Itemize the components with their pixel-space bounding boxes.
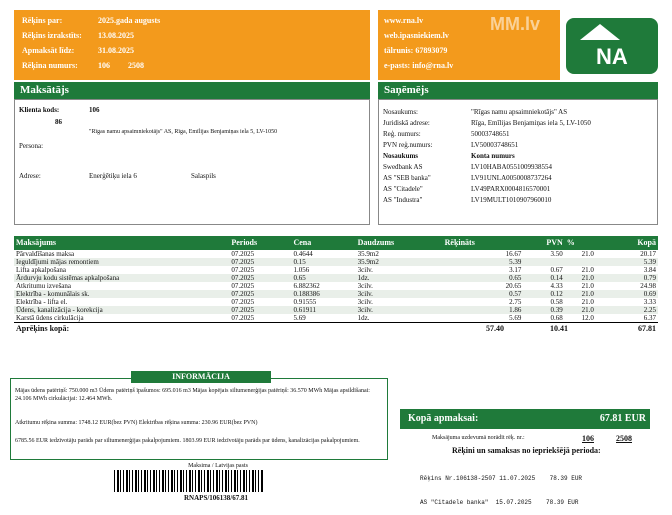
receiver-value: "Rīgas namu apsaimniekotājs" AS — [471, 108, 568, 116]
item-vat-rate: 21.0 — [565, 290, 596, 298]
barcode-image — [114, 470, 264, 492]
address-street: Enerģētiķu iela 6 — [89, 172, 137, 180]
receiver-label: Reģ. numurs: — [383, 130, 421, 138]
watermark: MM.lv — [490, 14, 541, 34]
payment-history — [420, 459, 582, 515]
history-line: AS "Citadele banka" 15.07.2025 78.39 EUR — [420, 499, 579, 506]
info-title: INFORMĀCIJA — [131, 371, 271, 383]
item-period: 07.2025 — [229, 274, 291, 282]
bank-account: LV10HABA0551009938554 — [471, 163, 553, 171]
company-logo — [566, 10, 658, 80]
item-total: 3.33 — [643, 298, 656, 306]
item-calculated: 3.17 — [509, 266, 522, 274]
logo-text: NA — [596, 44, 628, 69]
item-name: Elektrība - komunālais sk. — [14, 290, 229, 298]
item-period: 07.2025 — [231, 266, 255, 274]
table-row — [14, 306, 658, 314]
item-price: 6.882362 — [293, 282, 320, 290]
payer-title: Maksātājs — [14, 82, 370, 99]
table-row — [14, 290, 658, 298]
item-period: 07.2025 — [231, 298, 255, 306]
persona-label: Persona: — [19, 142, 44, 150]
meta-label: Rēķins par: — [22, 16, 63, 25]
item-vat-rate: 21.0 — [581, 266, 594, 274]
item-name: Pārvaldīšanas maksa — [16, 250, 75, 258]
item-total: 3.84 — [643, 266, 656, 274]
total-vat: 10.41 — [550, 324, 568, 333]
item-price: 1.056 — [293, 266, 310, 274]
info-line: Mājas ūdens patēriņš: 750.000 m3 Ūdens patēriņš īpašumos: 695.016 m3 Mājas kopējais siltumenerģijas patēriņš: 36.570 MWh Mājas apsildīšanai: 24.106 MWh cirkulācijai: 12.464 MWh. — [15, 388, 370, 402]
total-label: Aprēķins kopā: — [16, 324, 70, 333]
payment-reference — [432, 434, 662, 444]
items-header-row — [14, 236, 658, 250]
item-quantity: 1dz. — [357, 314, 370, 322]
item-period: 07.2025 — [229, 258, 291, 266]
item-vat-rate: 21.0 — [581, 298, 594, 306]
payment-due-label: Kopā apmaksai: — [408, 413, 479, 424]
item-price: 0.65 — [291, 274, 355, 282]
item-calculated: 16.67 — [505, 250, 522, 258]
col-header-total: Kopā — [596, 236, 658, 250]
contact-website[interactable]: www.rna.lv — [384, 16, 424, 25]
bank-name: AS "Industra" — [383, 196, 423, 204]
item-price: 0.188386 — [291, 290, 355, 298]
receiver-title: Saņēmējs — [378, 82, 658, 99]
item-price: 5.69 — [293, 314, 306, 322]
payer-box — [14, 99, 370, 225]
meta-label: Rēķins izrakstīts: — [22, 31, 82, 40]
item-total: 0.79 — [596, 274, 658, 282]
item-vat: 0.68 — [550, 314, 563, 322]
item-calculated: 2.75 — [509, 298, 522, 306]
item-price: 0.4644 — [293, 250, 313, 258]
history-title: Rēķini un samaksas no iepriekšējā perioda: — [452, 446, 601, 455]
col-header-price: Cena — [291, 236, 355, 250]
barcode-label: Maksima / Latvijas pasts — [188, 463, 248, 469]
table-row — [14, 274, 658, 282]
items-table-wrap — [14, 236, 658, 335]
item-price: 0.91555 — [293, 298, 317, 306]
bank-account: LV19MULT1010907960010 — [471, 196, 552, 204]
receiver-value: Rīga, Emīlijas Benjamiņas iela 5, LV-1050 — [471, 119, 591, 127]
item-quantity: 3cilv. — [356, 290, 443, 298]
item-vat: 0.58 — [550, 298, 563, 306]
receiver-label: Nosaukums: — [383, 108, 418, 116]
house-icon — [580, 24, 620, 40]
receiver-label: PVN reģ.numurs: — [383, 141, 433, 149]
item-quantity: 3cilv. — [357, 266, 373, 274]
col-header-vat: PVN — [523, 236, 564, 250]
total-calculated: 57.40 — [486, 324, 504, 333]
item-quantity: 35.9m2 — [357, 250, 379, 258]
item-vat — [523, 258, 564, 266]
item-vat: 3.50 — [550, 250, 563, 258]
address-label: Adrese: — [19, 172, 41, 180]
item-total: 0.69 — [596, 290, 658, 298]
item-total: 6.37 — [643, 314, 656, 322]
item-quantity: 1dz. — [356, 274, 443, 282]
item-total: 5.39 — [596, 258, 658, 266]
contact-portal[interactable]: web.ipasniekiem.lv — [384, 31, 449, 40]
meta-value: 2025.gada augusts — [98, 16, 161, 25]
table-row — [14, 258, 658, 266]
item-calculated: 1.86 — [443, 306, 524, 314]
item-vat-rate: 21.0 — [565, 274, 596, 282]
item-name: Elektrība - lifta el. — [16, 298, 68, 306]
item-vat-rate: 21.0 — [565, 306, 596, 314]
col-header-period: Periods — [229, 236, 291, 250]
item-period: 07.2025 — [231, 282, 255, 290]
contact-email[interactable]: e-pasts: info@rna.lv — [384, 61, 454, 70]
item-calculated: 20.65 — [505, 282, 522, 290]
info-line: Atkritumu rēķina summa: 1748.12 EUR(bez PVN) Elektrības rēķina summa: 230.96 EUR(bez PVN) — [15, 420, 258, 426]
invoice-number-suffix: 2508 — [128, 61, 144, 70]
item-price: 0.15 — [291, 258, 355, 266]
item-vat: 0.14 — [523, 274, 564, 282]
item-vat-rate: 12.0 — [581, 314, 594, 322]
item-name: Karstā ūdens cirkulācija — [16, 314, 84, 322]
col-header-payment: Maksājums — [14, 236, 229, 250]
client-code-label: Klienta kods: — [19, 106, 60, 114]
client-code-sub: 86 — [55, 118, 62, 126]
client-company: "Rīgas namu apsaimniekotājs" AS, Rīga, Emīlijas Benjamiņas iela 5, LV-1050 — [89, 129, 278, 135]
contact-phone: tālrunis: 67893079 — [384, 46, 448, 55]
info-line: 6785.56 EUR iedzīvotāju parāds par siltumenerģijas pakalpojumiem. 1803.99 EUR iedzīvotāju parāds par ūdens, kanalizācijas pakalpojumiem. — [15, 438, 360, 444]
item-calculated: 0.65 — [443, 274, 524, 282]
col-header-calculated: Rēķināts — [443, 236, 524, 250]
meta-label: Apmaksāt līdz: — [22, 46, 75, 55]
info-box — [10, 372, 388, 460]
items-body — [14, 250, 658, 322]
item-vat-rate: 21.0 — [581, 282, 594, 290]
bank-name: AS "Citadele" — [383, 185, 423, 193]
items-total-row — [14, 322, 658, 335]
items-table — [14, 236, 658, 322]
item-total: 24.98 — [640, 282, 656, 290]
item-period: 07.2025 — [231, 250, 255, 258]
col-header-percent: % — [565, 236, 596, 250]
item-name: Ārdurvju kodu sistēmas apkalpošana — [14, 274, 229, 282]
item-quantity: 3cilv. — [356, 306, 443, 314]
receiver-box — [378, 99, 658, 225]
meta-label: Rēķina numurs: — [22, 61, 78, 70]
bank-account-header: Konta numurs — [471, 152, 515, 160]
barcode-code: RNAPS/106138/67.81 — [184, 494, 248, 502]
payment-due-value: 67.81 EUR — [599, 413, 646, 424]
invoice-number: 106 — [98, 61, 110, 70]
item-vat-rate: 21.0 — [581, 250, 594, 258]
item-calculated: 5.69 — [509, 314, 522, 322]
item-name: Atkritumu izvešana — [16, 282, 72, 290]
receiver-fields — [383, 108, 655, 207]
address-city: Salaspils — [191, 172, 216, 180]
table-row — [14, 282, 658, 290]
table-row — [14, 298, 658, 306]
item-quantity: 3cilv. — [357, 282, 373, 290]
table-row — [14, 250, 658, 258]
meta-value: 31.08.2025 — [98, 46, 134, 55]
reference-suffix: 2508 — [616, 434, 632, 443]
item-period: 07.2025 — [231, 314, 255, 322]
item-calculated: 5.39 — [443, 258, 524, 266]
item-total: 2.25 — [596, 306, 658, 314]
item-vat: 4.33 — [550, 282, 563, 290]
item-quantity: 3cilv. — [357, 298, 373, 306]
receiver-value: LV50003748651 — [471, 141, 519, 149]
contact-list — [384, 16, 453, 76]
bank-name: Swedbank AS — [383, 163, 423, 171]
item-name: Ūdens, kanalizācija - korekcija — [14, 306, 229, 314]
client-code: 106 — [89, 106, 100, 114]
meta-value: 13.08.2025 — [98, 31, 134, 40]
item-period: 07.2025 — [229, 290, 291, 298]
bank-name: AS "SEB banka" — [383, 174, 431, 182]
item-vat: 0.67 — [550, 266, 563, 274]
item-period: 07.2025 — [229, 306, 291, 314]
item-name: Ieguldījumi mājas remontiem — [14, 258, 229, 266]
invoice-meta-box — [14, 10, 370, 80]
total-sum: 67.81 — [638, 324, 656, 333]
reference-number: 106 — [582, 434, 594, 443]
invoice-meta-list — [22, 16, 222, 76]
receiver-value: 50003748651 — [471, 130, 510, 138]
bank-account: LV49PARX0004816570001 — [471, 185, 551, 193]
item-total: 20.17 — [640, 250, 656, 258]
payment-due-bar — [400, 409, 650, 429]
bank-name-header: Nosaukums — [383, 152, 419, 160]
bank-account: LV91UNLA0050008737264 — [471, 174, 552, 182]
item-vat: 0.12 — [523, 290, 564, 298]
receiver-label: Juridiskā adrese: — [383, 119, 430, 127]
item-vat-rate — [565, 258, 596, 266]
item-name: Lifta apkalpošana — [16, 266, 66, 274]
reference-label: Maksājuma uzdevumā norādīt rēķ. nr.: — [432, 435, 525, 441]
col-header-quantity: Daudzums — [356, 236, 443, 250]
table-row — [14, 266, 658, 274]
item-quantity: 35.9m2 — [356, 258, 443, 266]
table-row — [14, 314, 658, 322]
item-calculated: 0.57 — [443, 290, 524, 298]
history-line: Rēķins Nr.106138-2507 11.07.2025 78.39 EUR — [420, 475, 583, 482]
item-price: 0.61911 — [291, 306, 355, 314]
item-vat: 0.39 — [523, 306, 564, 314]
